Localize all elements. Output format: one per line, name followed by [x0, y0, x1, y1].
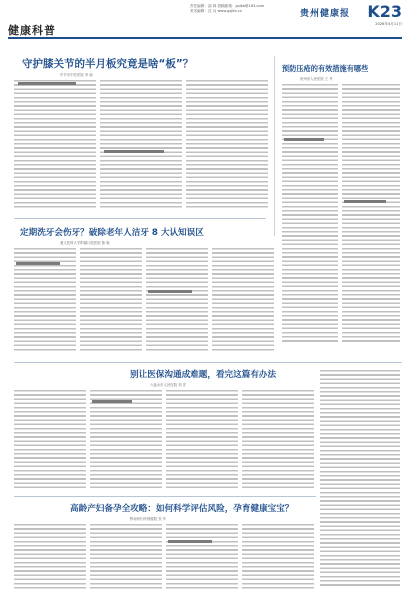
article-divider — [14, 496, 316, 497]
article-4-column-1 — [14, 390, 86, 490]
article-2-title: 预防压疮的有效措施有哪些 — [282, 64, 369, 73]
article-4-subhead — [92, 400, 132, 403]
article-2-column-1 — [282, 84, 338, 344]
article-1-subhead — [18, 82, 76, 85]
article-5-title: 高龄产妇备孕全攻略：如何科学评估风险，孕育健康宝宝？ — [70, 504, 294, 514]
article-4-title: 别让医保沟通成难题，看完这篇有办法 — [130, 370, 277, 380]
article-1-byline: 毕节市中医医院 李 丽 — [60, 73, 93, 77]
article-2-subhead — [284, 138, 324, 141]
article-5-byline: 黔南州妇幼保健院 张 华 — [130, 517, 167, 521]
article-5-column-1 — [14, 524, 86, 590]
article-3-subhead — [16, 262, 60, 265]
article-3-column-4 — [212, 248, 274, 352]
article-divider — [14, 218, 266, 219]
article-4-column-4 — [242, 390, 314, 490]
article-3-title: 定期洗牙会伤牙？破除老年人洁牙 8 大认知误区 — [20, 228, 204, 238]
article-3-subhead — [148, 290, 192, 293]
article-1-subhead — [104, 150, 164, 153]
column-divider — [274, 56, 275, 236]
article-1-column-1 — [14, 80, 96, 210]
header-rule — [8, 37, 402, 39]
article-1-column-3 — [186, 80, 268, 210]
article-3-column-2 — [80, 248, 142, 352]
newspaper-logo: 贵州健康报 — [300, 9, 351, 19]
page-header — [0, 0, 410, 44]
editor-info — [190, 4, 264, 14]
article-5-subhead — [168, 540, 212, 543]
article-5-column-3 — [166, 524, 238, 590]
article-4-column-5 — [320, 370, 400, 588]
article-5-column-2 — [90, 524, 162, 590]
editor-line-1: 责任编辑：邵 林 投稿邮箱：gzjkb@163.com — [190, 4, 265, 8]
article-4-byline: 六盘水市人民医院 刘 洋 — [150, 383, 187, 387]
article-1-column-2 — [100, 80, 182, 210]
page-number: K23 — [367, 2, 402, 21]
article-3-column-3 — [146, 248, 208, 352]
editor-line-2: 美术编辑：沈 兵 www.gzjkb.cn — [190, 9, 242, 13]
article-2-byline: 贵州省人民医院 王 丹 — [300, 77, 333, 81]
article-3-byline: 遵义医科大学附属口腔医院 陈 敏 — [60, 241, 110, 245]
section-title: 健康科普 — [8, 24, 56, 37]
article-5-column-4 — [242, 524, 314, 590]
article-1-title: 守护膝关节的半月板究竟是啥“板”？ — [22, 58, 194, 70]
issue-date: 2026年4月11日 — [375, 22, 402, 26]
article-divider — [14, 362, 402, 363]
article-4-column-2 — [90, 390, 162, 490]
article-2-column-2 — [342, 84, 400, 344]
article-4-column-3 — [166, 390, 238, 490]
article-2-subhead — [344, 200, 386, 203]
